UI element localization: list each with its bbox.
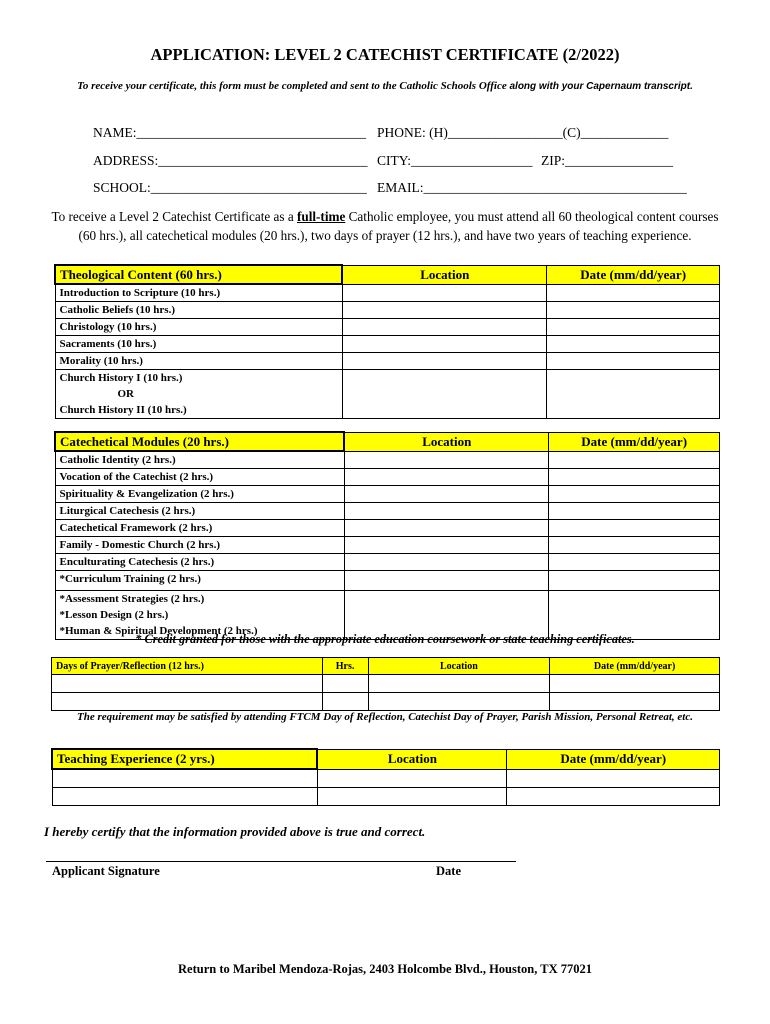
- module-label: Liturgical Catechesis (2 hrs.): [55, 503, 344, 520]
- prayer-event-cell[interactable]: [52, 675, 323, 693]
- teaching-date-header: Date (mm/dd/year): [507, 749, 720, 769]
- catechetical-header: Catechetical Modules (20 hrs.): [55, 432, 344, 451]
- date-cell[interactable]: [549, 451, 720, 469]
- catechetical-date-header: Date (mm/dd/year): [549, 432, 720, 451]
- table-row: [52, 693, 720, 711]
- prayer-date-header: Date (mm/dd/year): [550, 658, 720, 675]
- catechetical-location-header: Location: [344, 432, 549, 451]
- location-cell[interactable]: [342, 284, 546, 302]
- date-cell[interactable]: [550, 693, 720, 711]
- prayer-table: [51, 657, 720, 711]
- subtitle-transcript: along with your Capernaum transcript.: [509, 81, 693, 92]
- church-history-1: Church History I (10 hrs.): [59, 372, 183, 384]
- requirement-note: The requirement may be satisfied by attending FTCM Day of Reflection, Catechist Day of Prayer, Parish Mission, Personal Retreat, etc.: [77, 711, 693, 723]
- location-cell[interactable]: [344, 486, 549, 503]
- hrs-cell[interactable]: [322, 693, 368, 711]
- date-cell[interactable]: [547, 336, 720, 353]
- table-row: [55, 302, 720, 319]
- location-cell[interactable]: [342, 336, 546, 353]
- date-cell[interactable]: [507, 769, 720, 787]
- module-label: *Lesson Design (2 hrs.): [59, 609, 169, 621]
- intro-text: [50, 207, 720, 245]
- intro-before: To receive a Level 2 Catechist Certificate as a: [51, 209, 297, 224]
- date-cell[interactable]: [549, 469, 720, 486]
- theological-date-header: Date (mm/dd/year): [547, 265, 720, 284]
- date-cell[interactable]: [547, 284, 720, 302]
- name-field[interactable]: NAME:__________________________________: [93, 125, 366, 140]
- subtitle-main: To receive your certificate, this form must be completed and sent to the Catholic Schools Office: [77, 80, 510, 92]
- certification-statement: I hereby certify that the information provided above is true and correct.: [44, 824, 426, 839]
- date-cell[interactable]: [547, 353, 720, 370]
- course-label: Sacraments (10 hrs.): [55, 336, 342, 353]
- teaching-cell[interactable]: [52, 769, 317, 787]
- date-label: Date: [436, 864, 461, 878]
- address-field[interactable]: ADDRESS:_______________________________: [93, 153, 368, 168]
- table-row: [55, 520, 720, 537]
- table-row: [55, 486, 720, 503]
- table-row: [55, 571, 720, 591]
- table-row: [52, 769, 720, 787]
- phone-field[interactable]: PHONE: (H)_________________(C)_____________: [377, 125, 669, 140]
- date-cell[interactable]: [549, 554, 720, 571]
- location-cell[interactable]: [342, 319, 546, 336]
- table-row: [55, 336, 720, 353]
- module-label: *Human & Spiritual Development (2 hrs.): [59, 625, 258, 637]
- or-label: OR: [117, 388, 134, 400]
- module-label: Enculturating Catechesis (2 hrs.): [55, 554, 344, 571]
- table-row: [55, 319, 720, 336]
- course-label: Catholic Beliefs (10 hrs.): [55, 302, 342, 319]
- location-cell[interactable]: [368, 675, 550, 693]
- table-row: [55, 451, 720, 469]
- module-label: Spirituality & Evangelization (2 hrs.): [55, 486, 344, 503]
- intro-after: Catholic employee, you must attend all 60 theological content courses (60 hrs.), all catechetical modules (20 hrs.), two days of prayer (12 hrs.), and have two years of teaching experience.: [78, 209, 719, 243]
- location-cell[interactable]: [342, 302, 546, 319]
- city-field[interactable]: CITY:__________________: [377, 153, 533, 168]
- date-cell[interactable]: [507, 787, 720, 805]
- table-row: [55, 284, 720, 302]
- module-label: *Assessment Strategies (2 hrs.): [59, 593, 205, 605]
- school-field[interactable]: SCHOOL:________________________________: [93, 180, 367, 195]
- date-cell[interactable]: [549, 503, 720, 520]
- prayer-location-header: Location: [368, 658, 550, 675]
- location-cell[interactable]: [344, 537, 549, 554]
- prayer-header: Days of Prayer/Reflection (12 hrs.): [52, 658, 323, 675]
- signature-label: Applicant Signature: [52, 864, 160, 878]
- location-cell[interactable]: [342, 353, 546, 370]
- theological-table: [54, 264, 720, 419]
- zip-field[interactable]: ZIP:________________: [541, 153, 674, 168]
- course-label: Morality (10 hrs.): [55, 353, 342, 370]
- course-label: Christology (10 hrs.): [55, 319, 342, 336]
- table-row: [52, 675, 720, 693]
- email-field[interactable]: EMAIL:_______________________________________: [377, 180, 687, 195]
- course-label: Introduction to Scripture (10 hrs.): [55, 284, 342, 302]
- prayer-event-cell[interactable]: [52, 693, 323, 711]
- page-title: APPLICATION: LEVEL 2 CATECHIST CERTIFICATE (2/2022): [150, 45, 620, 64]
- date-cell[interactable]: [549, 571, 720, 591]
- location-cell[interactable]: [344, 520, 549, 537]
- date-cell[interactable]: [547, 370, 720, 419]
- subtitle: [50, 78, 720, 95]
- table-row: [55, 469, 720, 486]
- date-cell[interactable]: [549, 520, 720, 537]
- module-label: Catholic Identity (2 hrs.): [55, 451, 344, 469]
- module-label: Vocation of the Catechist (2 hrs.): [55, 469, 344, 486]
- table-row: [55, 537, 720, 554]
- teaching-location-header: Location: [317, 749, 507, 769]
- location-cell[interactable]: [344, 469, 549, 486]
- church-history-2: Church History II (10 hrs.): [59, 404, 187, 416]
- location-cell[interactable]: [368, 693, 550, 711]
- location-cell[interactable]: [317, 787, 507, 805]
- location-cell[interactable]: [344, 451, 549, 469]
- teaching-table: [51, 748, 720, 806]
- table-row: [55, 554, 720, 571]
- date-cell[interactable]: [547, 302, 720, 319]
- module-label: Family - Domestic Church (2 hrs.): [55, 537, 344, 554]
- location-cell[interactable]: [317, 769, 507, 787]
- return-address: Return to Maribel Mendoza-Rojas, 2403 Holcombe Blvd., Houston, TX 77021: [178, 962, 592, 976]
- intro-emphasis: full-time: [296, 209, 346, 224]
- date-cell[interactable]: [547, 319, 720, 336]
- table-row: [55, 353, 720, 370]
- table-row: [55, 503, 720, 520]
- date-cell[interactable]: [549, 537, 720, 554]
- location-cell[interactable]: [344, 554, 549, 571]
- date-cell[interactable]: [550, 675, 720, 693]
- credit-note: * Credit granted for those with the appropriate education coursework or state teaching certificates.: [135, 632, 635, 646]
- theological-location-header: Location: [342, 265, 546, 284]
- teaching-header: Teaching Experience (2 yrs.): [52, 749, 317, 769]
- location-cell[interactable]: [344, 503, 549, 520]
- signature-line[interactable]: [46, 861, 516, 862]
- theological-header: Theological Content (60 hrs.): [55, 265, 342, 284]
- module-label: *Curriculum Training (2 hrs.): [55, 571, 344, 591]
- table-row: [55, 370, 720, 419]
- catechetical-table: [54, 431, 720, 640]
- location-cell[interactable]: [344, 571, 549, 591]
- module-label: Catechetical Framework (2 hrs.): [55, 520, 344, 537]
- church-history-cell: [55, 370, 342, 419]
- location-cell[interactable]: [342, 370, 546, 419]
- date-cell[interactable]: [549, 486, 720, 503]
- table-row: [52, 787, 720, 805]
- teaching-cell[interactable]: [52, 787, 317, 805]
- hrs-cell[interactable]: [322, 675, 368, 693]
- prayer-hrs-header: Hrs.: [322, 658, 368, 675]
